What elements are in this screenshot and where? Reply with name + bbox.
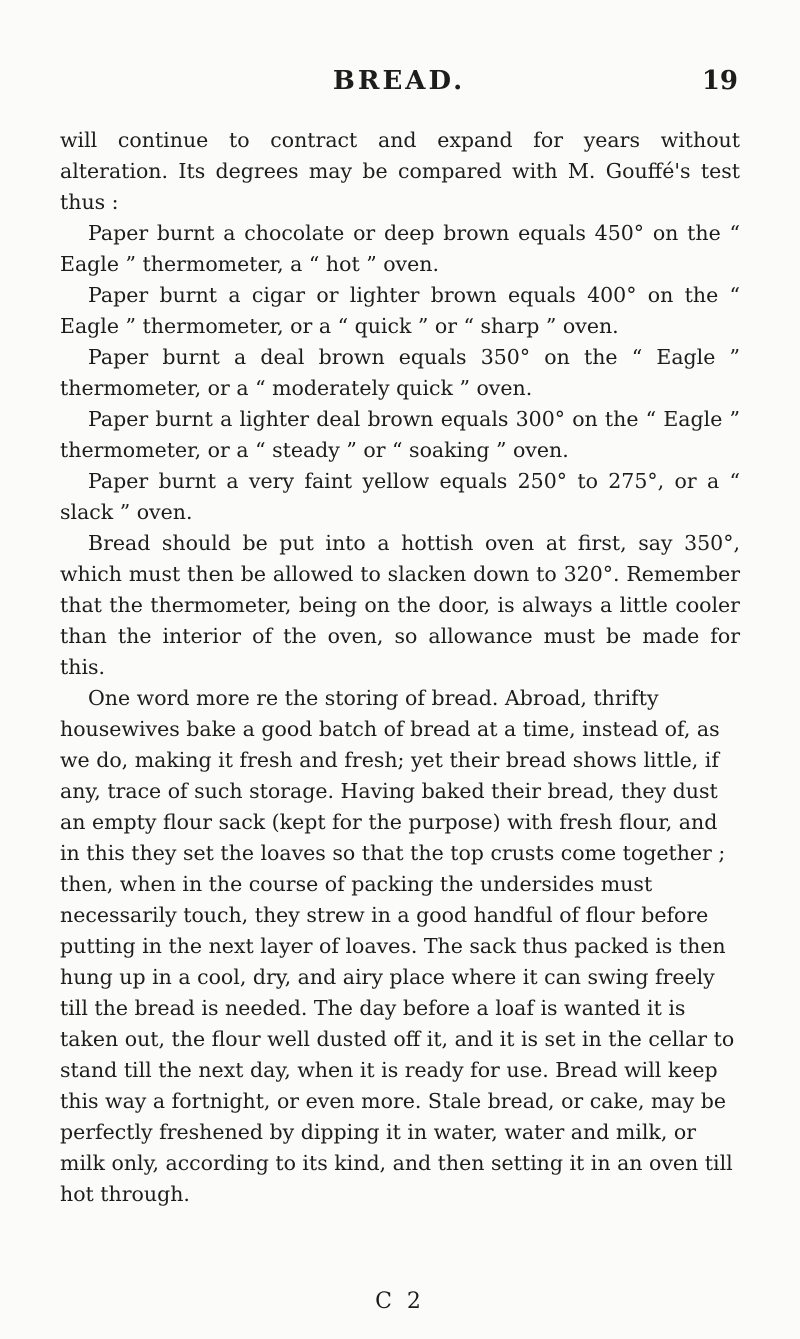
paragraph-paper-deal-brown: Paper burnt a deal brown equals 350° on the “ Eagle ” thermometer, or a “ moderately quick ” oven. [60, 345, 740, 400]
paragraph-paper-cigar: Paper burnt a cigar or lighter brown equals 400° on the “ Eagle ” thermometer, or a “ quick ” or “ sharp ” oven. [60, 283, 740, 338]
signature-mark: C 2 [375, 1289, 425, 1314]
paragraph-paper-chocolate: Paper burnt a chocolate or deep brown equals 450° on the “ Eagle ” thermometer, a “ hot ” oven. [60, 221, 740, 276]
paragraph-paper-faint-yellow: Paper burnt a very faint yellow equals 250° to 275°, or a “ slack ” oven. [60, 469, 740, 524]
paragraph-storing-bread: One word more re the storing of bread. Abroad, thrifty housewives bake a good batch of bread at a time, instead of, as we do, making it fresh and fresh; yet their bread shows little, if any, trace of such storage. Having baked their bread, they dust an empty flour sack (kept for the purpose) with fresh flour, and in this they set the loaves so that the top crusts come together ; then, when in the course of packing the undersides must necessarily touch, they strew in a good handful of flour before putting in the next layer of loaves. The sack thus packed is then hung up in a cool, dry, and airy place where it can swing freely till the bread is needed. The day before a loaf is wanted it is taken out, the flour well dusted off it, and it is set in the cellar to stand till the next day, when it is ready for use. Bread will keep this way a fortnight, or even more. Stale bread, or cake, may be perfectly freshened by dipping it in water, water and milk, or milk only, according to its kind, and then setting it in an oven till hot through. [60, 686, 735, 1206]
running-title: BREAD. [332, 66, 466, 96]
body-text [60, 125, 740, 1210]
paragraph-bread-oven: Bread should be put into a hottish oven at first, say 350°, which must then be allowed to slacken down to 320°. Remember that the thermometer, being on the door, is always a little cooler than the interior of the oven, so allowance must be made for this. [60, 531, 740, 679]
running-head [56, 66, 742, 106]
page-number: 19 [701, 66, 738, 96]
paragraph-paper-lighter-deal: Paper burnt a lighter deal brown equals 300° on the “ Eagle ” thermometer, or a “ steady ” or “ soaking ” oven. [60, 407, 740, 462]
paragraph-continuation: will continue to contract and expand for years without alteration. Its degrees may be compared with M. Gouffé's test thus : [60, 128, 740, 214]
